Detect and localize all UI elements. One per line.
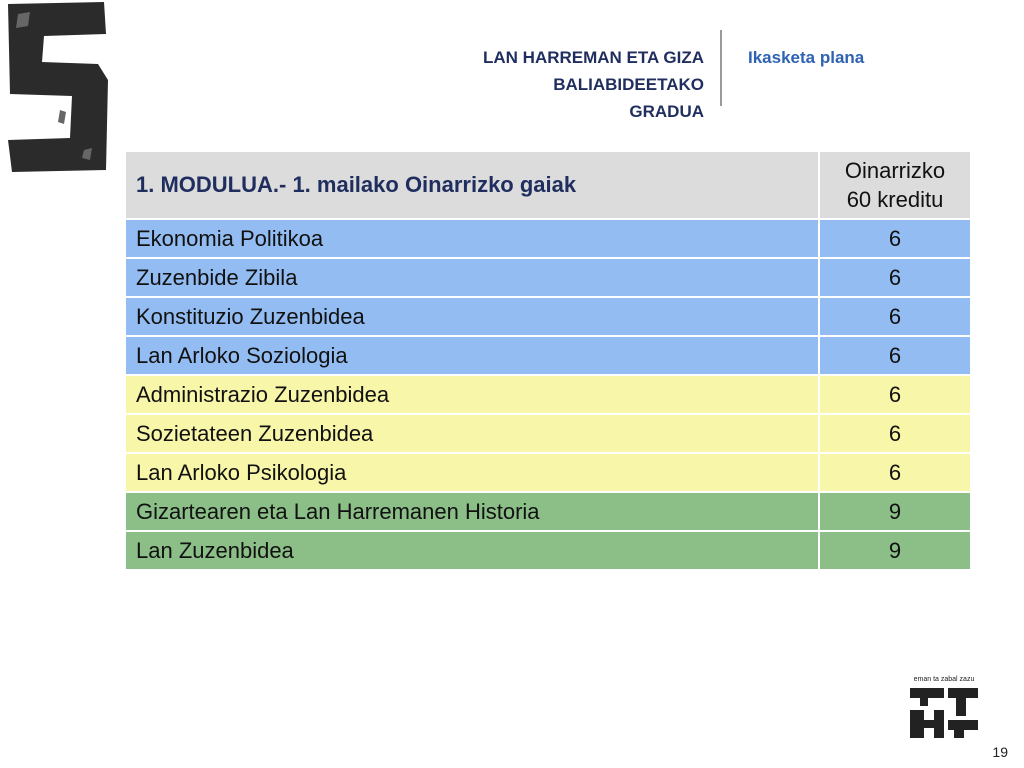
- subject-cell: Ekonomia Politikoa: [125, 219, 819, 258]
- credits-cell: 6: [819, 297, 971, 336]
- table-row: [125, 219, 971, 258]
- decorative-number-mark: [0, 0, 112, 180]
- table-row: [125, 375, 971, 414]
- table-row: [125, 297, 971, 336]
- table-row: [125, 531, 971, 570]
- credits-cell: 6: [819, 453, 971, 492]
- subject-cell: Konstituzio Zuzenbidea: [125, 297, 819, 336]
- credits-cell: 6: [819, 219, 971, 258]
- credits-header-line-1: Oinarrizko: [844, 158, 946, 183]
- logo-motto: eman ta zabal zazu: [913, 676, 975, 683]
- university-logo-icon: [904, 676, 984, 740]
- table-row: [125, 453, 971, 492]
- credits-cell: 6: [819, 375, 971, 414]
- table-row: [125, 414, 971, 453]
- table-row: [125, 258, 971, 297]
- subject-cell: Lan Zuzenbidea: [125, 531, 819, 570]
- credits-cell: 9: [819, 492, 971, 531]
- credits-cell: 6: [819, 336, 971, 375]
- degree-title-line-3: GRADUA: [629, 102, 704, 121]
- degree-title-line-1: LAN HARREMAN ETA GIZA: [483, 48, 704, 67]
- subject-cell: Sozietateen Zuzenbidea: [125, 414, 819, 453]
- module-title: 1. MODULUA.- 1. mailako Oinarrizko gaiak: [125, 151, 819, 219]
- subject-cell: Administrazio Zuzenbidea: [125, 375, 819, 414]
- header-divider: [720, 30, 722, 106]
- subject-cell: Zuzenbide Zibila: [125, 258, 819, 297]
- table-row: [125, 492, 971, 531]
- credits-cell: 6: [819, 414, 971, 453]
- table-row: [125, 336, 971, 375]
- degree-title-line-2: BALIABIDEETAKO: [553, 75, 704, 94]
- module-table: [124, 150, 972, 571]
- page-number: 19: [992, 744, 1008, 760]
- degree-title: [344, 44, 704, 125]
- subject-cell: Gizartearen eta Lan Harremanen Historia: [125, 492, 819, 531]
- section-title: Ikasketa plana: [748, 48, 865, 67]
- credits-cell: 9: [819, 531, 971, 570]
- credits-cell: 6: [819, 258, 971, 297]
- table-header-row: [125, 151, 971, 219]
- credits-header: [819, 151, 971, 219]
- subject-cell: Lan Arloko Psikologia: [125, 453, 819, 492]
- subject-cell: Lan Arloko Soziologia: [125, 336, 819, 375]
- credits-header-line-2: 60 kreditu: [846, 187, 944, 212]
